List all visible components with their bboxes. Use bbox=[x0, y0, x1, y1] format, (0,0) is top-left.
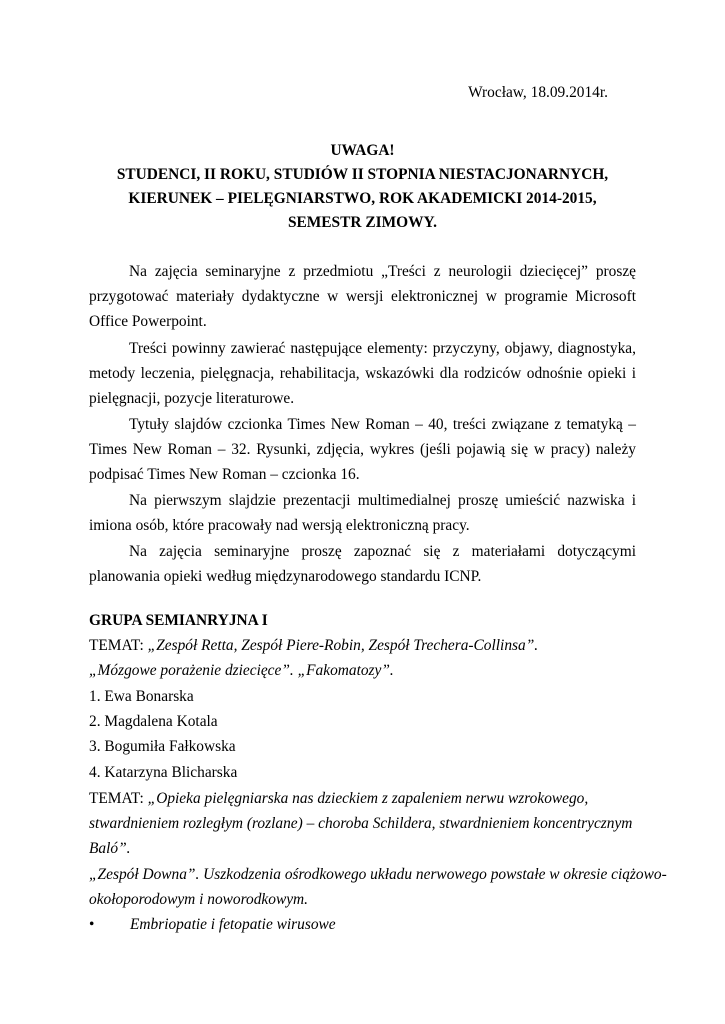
header-field: KIERUNEK – PIELĘGNIARSTWO, ROK AKADEMICKI 2014-2015, bbox=[128, 190, 597, 207]
group-title: GRUPA SEMIANRYJNA I bbox=[89, 612, 268, 629]
header-semester: SEMESTR ZIMOWY. bbox=[287, 214, 438, 231]
paragraph-1-text: Na zajęcia seminaryjne z przedmiotu „Treści z neurologii dziecięcej” proszę przygotować materiały dydaktyczne w wersji elektronicznej w programie Microsoft Office Powerpoint. bbox=[89, 263, 636, 330]
paragraph-2-text: Treści powinny zawierać następujące elementy: przyczyny, objawy, diagnostyka, metody leczenia, pielęgnacja, rehabilitacja, wskazówki dla rodziców odnośnie opieki i pielęgnacji, pozycje literaturowe. bbox=[89, 340, 636, 407]
member-2: 2. Magdalena Kotala bbox=[89, 713, 218, 730]
paragraph-4 bbox=[89, 488, 636, 538]
header-students: STUDENCI, II ROKU, STUDIÓW II STOPNIA NIESTACJONARNYCH, bbox=[116, 166, 609, 183]
paragraph-5 bbox=[89, 539, 636, 589]
topic-2-line-1 bbox=[89, 790, 588, 808]
topic-1-line-1 bbox=[89, 637, 538, 655]
topic-2-title: „Opieka pielęgniarska nas dzieckiem z zapaleniem nerwu wzrokowego, bbox=[147, 790, 589, 807]
header-notice: UWAGA! bbox=[330, 142, 395, 159]
member-3: 3. Bogumiła Fałkowska bbox=[89, 738, 236, 755]
topic-2-label: TEMAT: bbox=[89, 790, 148, 807]
topic-1-line-2: „Mózgowe porażenie dziecięce”. „Fakomatozy”. bbox=[89, 662, 394, 679]
topic-2-line-4: „Zespół Downa”. Uszkodzenia ośrodkowego układu nerwowego powstałe w okresie ciążowo- bbox=[89, 866, 667, 883]
paragraph-2 bbox=[89, 336, 636, 411]
topic-2-line-5: okołoporodowym i noworodkowym. bbox=[89, 891, 309, 908]
member-4: 4. Katarzyna Blicharska bbox=[89, 764, 238, 781]
bullet-item: Embriopatie i fetopatie wirusowe bbox=[130, 916, 336, 933]
topic-1-title: „Zespół Retta, Zespół Piere-Robin, Zespół Trechera-Collinsa”. bbox=[147, 637, 539, 654]
paragraph-5-text: Na zajęcia seminaryjne proszę zapoznać się z materiałami dotyczącymi planowania opieki według międzynarodowego standardu ICNP. bbox=[89, 543, 636, 585]
paragraph-3 bbox=[89, 412, 636, 487]
member-1: 1. Ewa Bonarska bbox=[89, 688, 194, 705]
topic-2-line-3: Baló”. bbox=[89, 840, 131, 857]
date-line: Wrocław, 18.09.2014r. bbox=[468, 84, 608, 101]
bullet-icon: • bbox=[89, 916, 95, 933]
paragraph-3-text: Tytuły slajdów czcionka Times New Roman – 40, treści związane z tematyką – Times New Roman – 32. Rysunki, zdjęcia, wykres (jeśli pojawią się w pracy) należy podpisać Times New Roman – czcionka 16. bbox=[89, 416, 636, 483]
topic-2-line-2: stwardnieniem rozległym (rozlane) – choroba Schildera, stwardnieniem koncentrycznym bbox=[89, 815, 633, 832]
topic-1-label: TEMAT: bbox=[89, 637, 148, 654]
paragraph-1 bbox=[89, 259, 636, 334]
paragraph-4-text: Na pierwszym slajdzie prezentacji multimedialnej proszę umieścić nazwiska i imiona osób, które pracowały nad wersją elektroniczną pracy. bbox=[89, 492, 636, 534]
